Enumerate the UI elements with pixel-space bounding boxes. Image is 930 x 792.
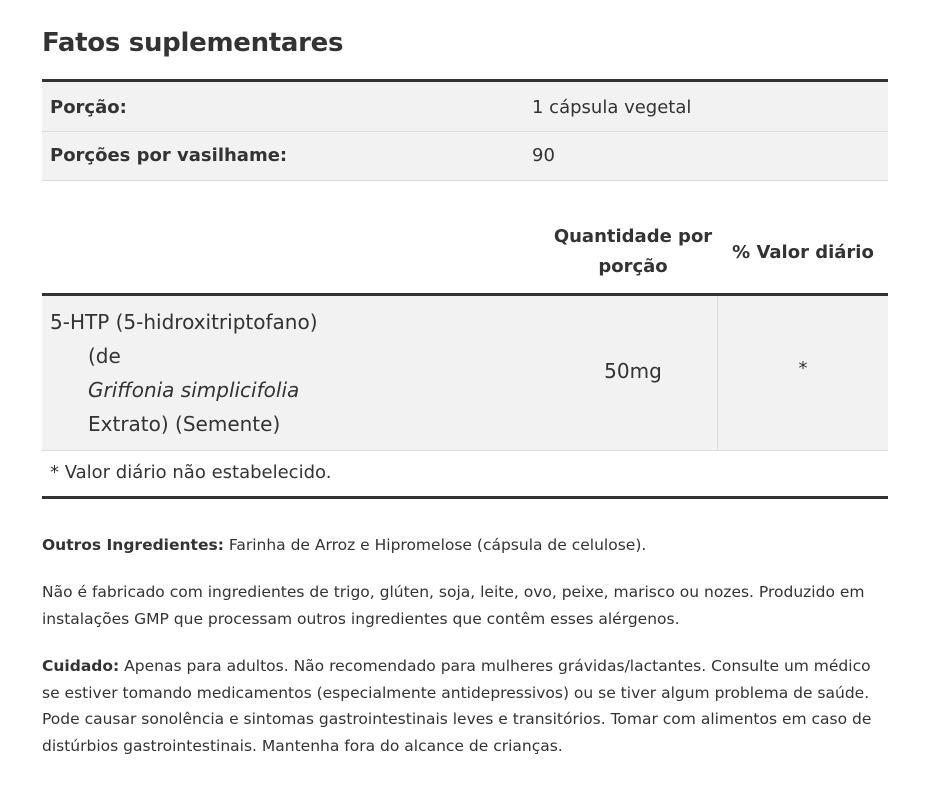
- other-ingredients-text: Farinha de Arroz e Hipromelose (cápsula de celulose).: [228, 536, 647, 554]
- caution-statement: [42, 653, 892, 759]
- serving-size-label: Porção:: [50, 97, 127, 118]
- daily-value-footnote: * Valor diário não estabelecido.: [50, 462, 332, 483]
- amount-per-serving-header: [548, 222, 718, 282]
- ingredient-amount: 50mg: [604, 359, 662, 383]
- serving-bottom-divider: [42, 180, 888, 181]
- ingredient-line4: Extrato) (Semente): [88, 412, 281, 436]
- caution-line2: se estiver tomando medicamentos (especialmente antidepressivos) ou se tiver algum problema de saúde.: [42, 683, 870, 702]
- amount-header-line2: porção: [598, 256, 668, 277]
- allergen-line1: Não é fabricado com ingredientes de trigo, glúten, soja, leite, ovo, peixe, marisco ou nozes. Produzido em: [42, 583, 865, 601]
- servings-per-container-value: 90: [532, 145, 555, 166]
- allergen-line2: instalações GMP que processam outros ingredientes que contêm esses alérgenos.: [42, 609, 680, 628]
- amount-header-line1: Quantidade por: [553, 226, 713, 247]
- caution-line3: Pode causar sonolência e sintomas gastrointestinais leves e transitórios. Tomar com alimentos em caso de: [42, 710, 872, 728]
- other-ingredients-label: Outros Ingredientes:: [42, 536, 224, 554]
- ingredient-line1: 5-HTP (5-hidroxitriptofano): [50, 310, 318, 334]
- servings-per-container-label: Porções por vasilhame:: [50, 145, 288, 166]
- ingredient-name: [50, 305, 318, 441]
- ingredient-source-species: Griffonia simplicifolia: [88, 378, 300, 402]
- page-title: Fatos suplementares: [42, 28, 344, 58]
- ingredient-line2: (de: [88, 344, 121, 368]
- other-ingredients: [42, 532, 892, 559]
- ingredient-daily-value: *: [798, 358, 808, 379]
- ingredient-bottom-divider: [42, 450, 888, 451]
- daily-value-header: % Valor diário: [732, 242, 874, 263]
- caution-line4: distúrbios gastrointestinais. Mantenha fora do alcance de crianças.: [42, 736, 563, 755]
- serving-size-value: 1 cápsula vegetal: [532, 97, 692, 118]
- caution-label: Cuidado:: [42, 657, 120, 675]
- bottom-rule: [42, 496, 888, 499]
- serving-divider: [42, 131, 888, 132]
- caution-line1: Apenas para adultos. Não recomendado para mulheres grávidas/lactantes. Consulte um médico: [124, 657, 871, 675]
- allergen-statement: [42, 579, 892, 632]
